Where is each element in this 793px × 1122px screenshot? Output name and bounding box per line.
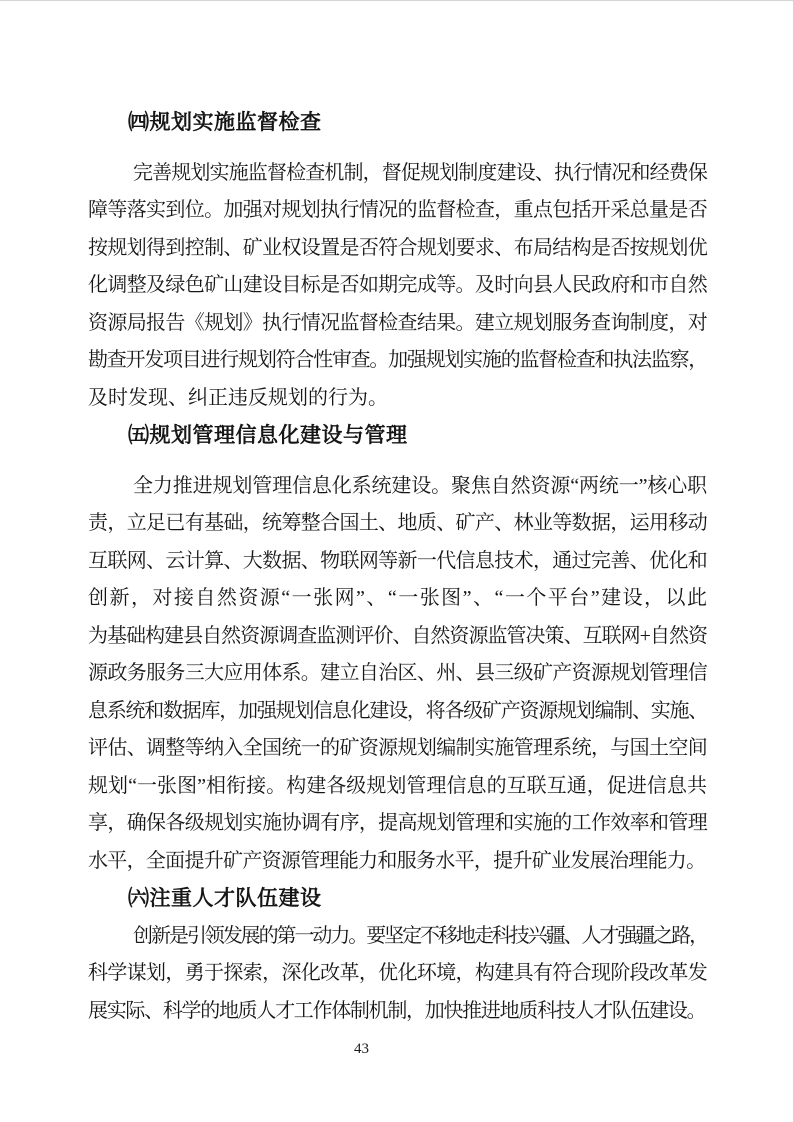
text-line: 按规划得到控制、矿业权设置是否符合规划要求、布局结构是否按规划优	[88, 236, 707, 259]
paragraph	[88, 155, 707, 418]
text-line: 责，立足已有基础，统筹整合国土、地质、矿产、林业等数据，运用移动	[88, 512, 707, 534]
section-supervision	[88, 104, 707, 417]
text-line: 源政务服务三大应用体系。建立自治区、州、县三级矿产资源规划管理信	[88, 662, 707, 684]
paragraph	[88, 468, 707, 881]
text-line: 创新，对接自然资源“一张网”、“一张图”、“一个平台”建设，以此	[88, 587, 707, 609]
text-line: 息系统和数据库，加强规划信息化建设，将各级矿产资源规划编制、实施、	[88, 699, 707, 722]
section-heading: ㈤规划管理信息化建设与管理	[128, 423, 408, 447]
text-line: 享，确保各级规划实施协调有序，提高规划管理和实施的工作效率和管理	[88, 812, 707, 834]
text-line: 互联网、云计算、大数据、物联网等新一代信息技术，通过完善、优化和	[88, 549, 707, 572]
text-line: 完善规划实施监督检查机制，督促规划制度建设、执行情况和经费保	[133, 161, 707, 184]
text-line: 展实际、科学的地质人才工作体制机制，加快推进地质科技人才队伍建设。	[88, 999, 706, 1022]
section-heading: ㈣规划实施监督检查	[128, 110, 322, 134]
text-line: 评估、调整等纳入全国统一的矿资源规划编制实施管理系统，与国土空间	[88, 737, 707, 759]
section-informatization	[88, 417, 707, 880]
text-line: 全力推进规划管理信息化系统建设。聚焦自然资源“两统一”核心职	[133, 474, 707, 497]
text-line: 勘查开发项目进行规划符合性审查。加强规划实施的监督检查和执法监察，	[88, 349, 707, 371]
text-line: 及时发现、纠正违反规划的行为。	[88, 386, 388, 409]
text-line: 科学谋划，勇于探索，深化改革，优化环境，构建具有符合现阶段改革发	[88, 962, 707, 984]
paragraph	[88, 918, 707, 1031]
text-line: 水平，全面提升矿产资源管理能力和服务水平，提升矿业发展治理能力。	[88, 849, 706, 872]
page-number: 43	[354, 1041, 369, 1057]
text-line: 化调整及绿色矿山建设目标是否如期完成等。及时向县人民政府和市自然	[88, 274, 707, 296]
text-line: 规划“一张图”相衔接。构建各级规划管理信息的互联互通，促进信息共	[88, 774, 707, 797]
text-line: 为基础构建县自然资源调查监测评价、自然资源监管决策、互联网+自然资	[88, 624, 707, 647]
section-talent	[88, 880, 707, 1030]
text-line: 创新是引领发展的第一动力。要坚定不移地走科技兴疆、人才强疆之路，	[133, 924, 707, 947]
text-line: 资源局报告《规划》执行情况监督检查结果。建立规划服务查询制度，对	[88, 311, 707, 334]
section-heading: ㈥注重人才队伍建设	[128, 886, 322, 910]
text-line: 障等落实到位。加强对规划执行情况的监督检查，重点包括开采总量是否	[88, 199, 707, 221]
